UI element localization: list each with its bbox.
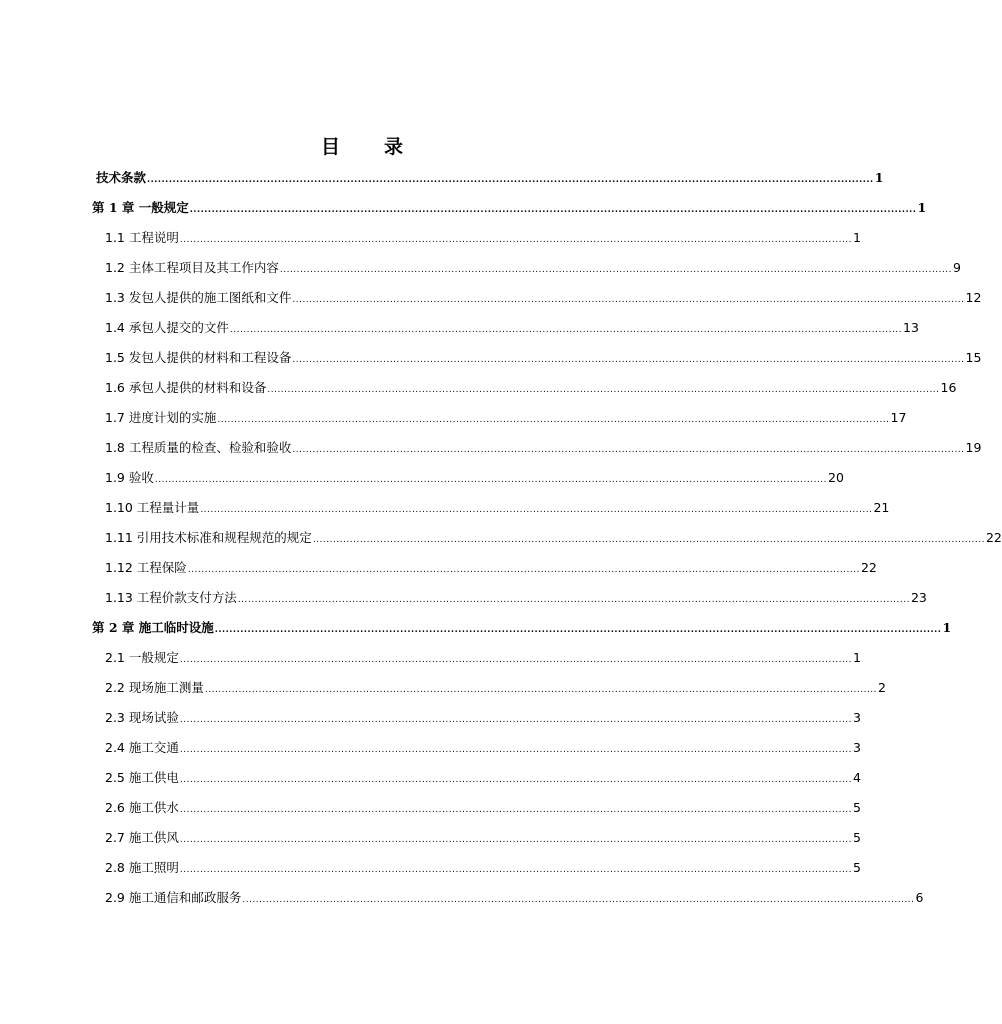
toc-section-entry[interactable] — [105, 709, 861, 727]
toc-section-entry[interactable] — [105, 229, 861, 247]
toc-entry-label: 2.3 现场试验 — [105, 710, 179, 725]
toc-entry-label: 2.4 施工交通 — [105, 740, 179, 755]
toc-leader-dots: ........................................................................................................................................................................................................ — [229, 325, 903, 335]
toc-page-number: 3 — [853, 740, 861, 755]
toc-entry-label: 2.7 施工供风 — [105, 830, 179, 845]
toc-leader-dots: ........................................................................................................................................................................................................ — [312, 535, 985, 545]
toc-leader-dots: ........................................................................................................................................................................................................ — [179, 835, 853, 845]
toc-leader-dots: ........................................................................................................................................................................................................ — [237, 595, 910, 605]
toc-chapter-entry[interactable] — [92, 199, 927, 217]
toc-entry-label: 1.11 引用技术标准和规程规范的规定 — [105, 530, 312, 545]
toc-leader-dots: ........................................................................................................................................................................................................ — [292, 295, 965, 305]
toc-page-number: 5 — [853, 830, 861, 845]
toc-entry-label: 1.3 发包人提供的施工图纸和文件 — [105, 290, 292, 305]
toc-section-entry[interactable] — [105, 319, 919, 337]
toc-leader-dots: ........................................................................................................................................................................................................ — [179, 775, 853, 785]
toc-page-number: 1 — [853, 230, 861, 245]
toc-section-entry[interactable] — [105, 349, 982, 367]
toc-entry-label: 2.2 现场施工测量 — [105, 680, 204, 695]
toc-page-number: 20 — [828, 470, 844, 485]
toc-leader-dots: ........................................................................................................................................................................................................ — [292, 355, 965, 365]
toc-section-entry[interactable] — [105, 799, 861, 817]
toc-page-number: 15 — [965, 350, 982, 365]
toc-entry-label: 1.8 工程质量的检查、检验和验收 — [105, 440, 292, 455]
toc-leader-dots: ........................................................................................................................................................................................................ — [200, 505, 873, 515]
toc-leader-dots: ........................................................................................................................................................................................................ — [179, 745, 853, 755]
toc-page-number: 12 — [965, 290, 982, 305]
toc-entry-label: 1.1 工程说明 — [105, 230, 179, 245]
toc-page-number: 21 — [873, 500, 890, 515]
toc-entry-label: 1.13 工程价款支付方法 — [105, 590, 237, 605]
toc-entry-label: 1.7 进度计划的实施 — [105, 410, 217, 425]
title-char-right: 录 — [384, 136, 404, 158]
toc-section-entry[interactable] — [105, 889, 924, 907]
toc-leader-dots: ........................................................................................................................................................................................................ — [279, 265, 953, 275]
toc-page-number: 13 — [903, 320, 919, 335]
toc-leader-dots: ........................................................................................................................................................................................................ — [217, 415, 890, 425]
title-char-left: 目 — [320, 136, 340, 158]
toc-page-number: 1 — [917, 200, 927, 215]
toc-leader-dots: ........................................................................................................................................................................................................ — [187, 565, 860, 575]
toc-page-number: 9 — [953, 260, 961, 275]
toc-leader-dots: ........................................................................................................................................................................................................ — [179, 865, 853, 875]
toc-chapter-entry[interactable] — [96, 169, 884, 187]
toc-leader-dots: ........................................................................................................................................................................................................ — [267, 385, 940, 395]
toc-leader-dots: ........................................................................................................................................................................................................ — [179, 655, 853, 665]
toc-leader-dots: ........................................................................................................................................................................................................ — [179, 235, 853, 245]
toc-section-entry[interactable] — [105, 829, 861, 847]
toc-entry-label: 第 2 章 施工临时设施 — [92, 620, 214, 635]
toc-chapter-entry[interactable] — [92, 619, 952, 637]
toc-page-number: 19 — [965, 440, 982, 455]
toc-section-entry[interactable] — [105, 469, 844, 487]
toc-page-number: 16 — [940, 380, 957, 395]
toc-section-entry[interactable] — [105, 559, 877, 577]
toc-leader-dots: ........................................................................................................................................................................................................ — [179, 805, 853, 815]
toc-page-number: 5 — [853, 800, 861, 815]
toc-page-number: 23 — [910, 590, 927, 605]
toc-entry-label: 2.6 施工供水 — [105, 800, 179, 815]
toc-page-number: 5 — [853, 860, 861, 875]
toc-entry-label: 2.1 一般规定 — [105, 650, 179, 665]
toc-section-entry[interactable] — [105, 679, 886, 697]
toc-leader-dots: ........................................................................................................................................................................................................ — [204, 685, 878, 695]
toc-section-entry[interactable] — [105, 739, 861, 757]
toc-page-number: 22 — [860, 560, 877, 575]
toc-entry-label: 1.12 工程保险 — [105, 560, 187, 575]
toc-section-entry[interactable] — [105, 379, 957, 397]
toc-section-entry[interactable] — [105, 859, 861, 877]
toc-leader-dots: ........................................................................................................................................................................................................ — [214, 625, 942, 635]
toc-section-entry[interactable] — [105, 259, 961, 277]
toc-leader-dots: ........................................................................................................................................................................................................ — [242, 895, 915, 905]
toc-page-number: 17 — [890, 410, 907, 425]
toc-section-entry[interactable] — [105, 649, 861, 667]
toc-leader-dots: ........................................................................................................................................................................................................ — [292, 445, 965, 455]
toc-page-number: 6 — [915, 890, 924, 905]
toc-leader-dots: ........................................................................................................................................................................................................ — [154, 475, 828, 485]
toc-page-number: 4 — [853, 770, 861, 785]
toc-page-number: 1 — [942, 620, 952, 635]
toc-entry-label: 1.9 验收 — [105, 470, 154, 485]
toc-page-number: 1 — [874, 170, 884, 185]
toc-entry-label: 2.8 施工照明 — [105, 860, 179, 875]
toc-entry-label: 1.10 工程量计量 — [105, 500, 200, 515]
toc-page-number: 3 — [853, 710, 861, 725]
toc-section-entry[interactable] — [105, 529, 1002, 547]
toc-entry-label: 第 1 章 一般规定 — [92, 200, 189, 215]
toc-page-number: 22 — [985, 530, 1002, 545]
toc-section-entry[interactable] — [105, 499, 890, 517]
toc-entry-label: 1.5 发包人提供的材料和工程设备 — [105, 350, 292, 365]
toc-entry-label: 2.5 施工供电 — [105, 770, 179, 785]
toc-section-entry[interactable] — [105, 289, 982, 307]
toc-entry-label: 技术条款 — [96, 170, 147, 185]
toc-entry-label: 1.6 承包人提供的材料和设备 — [105, 380, 267, 395]
toc-leader-dots: ........................................................................................................................................................................................................ — [147, 175, 874, 185]
toc-leader-dots: ........................................................................................................................................................................................................ — [189, 205, 917, 215]
toc-leader-dots: ........................................................................................................................................................................................................ — [179, 715, 853, 725]
toc-entry-label: 1.2 主体工程项目及其工作内容 — [105, 260, 279, 275]
toc-section-entry[interactable] — [105, 769, 861, 787]
toc-entry-label: 1.4 承包人提交的文件 — [105, 320, 229, 335]
toc-page-number: 2 — [878, 680, 886, 695]
toc-section-entry[interactable] — [105, 439, 982, 457]
toc-page-number: 1 — [853, 650, 861, 665]
toc-entry-label: 2.9 施工通信和邮政服务 — [105, 890, 242, 905]
toc-section-entry[interactable] — [105, 409, 907, 427]
toc-section-entry[interactable] — [105, 589, 927, 607]
